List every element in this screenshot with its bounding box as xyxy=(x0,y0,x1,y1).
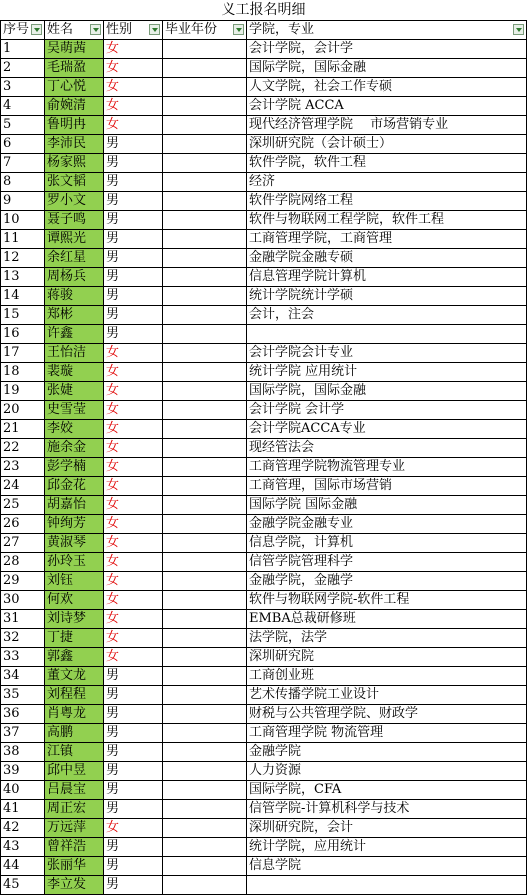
cell-major[interactable]: 软件与物联网学院-软件工程 xyxy=(247,591,527,610)
cell-gender[interactable]: 女 xyxy=(104,610,163,629)
cell-major[interactable]: 工商创业班 xyxy=(247,667,527,686)
cell-name[interactable]: 施余金 xyxy=(45,439,104,458)
cell-gender[interactable]: 女 xyxy=(104,496,163,515)
table-row xyxy=(1,420,527,439)
cell-name[interactable]: 胡嘉怡 xyxy=(45,496,104,515)
cell-grad-year[interactable] xyxy=(163,477,247,496)
cell-major[interactable]: 现经管法会 xyxy=(247,439,527,458)
table-body xyxy=(1,40,527,895)
cell-major[interactable]: 金融学院金融专业 xyxy=(247,515,527,534)
cell-gender[interactable]: 男 xyxy=(104,857,163,876)
cell-name[interactable]: 丁捷 xyxy=(45,629,104,648)
cell-name[interactable]: 张文韬 xyxy=(45,173,104,192)
cell-grad-year[interactable] xyxy=(163,800,247,819)
cell-major[interactable]: 信息管理学院计算机 xyxy=(247,268,527,287)
cell-major[interactable]: 人文学院，社会工作专硕 xyxy=(247,78,527,97)
filter-dropdown-icon[interactable] xyxy=(233,24,244,35)
cell-name[interactable]: 高鹏 xyxy=(45,724,104,743)
cell-name[interactable]: 谭熙光 xyxy=(45,230,104,249)
cell-index[interactable]: 7 xyxy=(1,154,45,173)
cell-grad-year[interactable] xyxy=(163,59,247,78)
cell-index[interactable]: 12 xyxy=(1,249,45,268)
cell-major[interactable]: 金融学院金融专硕 xyxy=(247,249,527,268)
header-row xyxy=(1,21,527,40)
cell-index[interactable]: 36 xyxy=(1,705,45,724)
cell-gender[interactable]: 男 xyxy=(104,325,163,344)
cell-name[interactable]: 周正宏 xyxy=(45,800,104,819)
cell-grad-year[interactable] xyxy=(163,420,247,439)
table-row xyxy=(1,116,527,135)
filter-dropdown-icon[interactable] xyxy=(31,24,42,35)
cell-major[interactable]: 现代经济管理学院 市场营销专业 xyxy=(247,116,527,135)
cell-index[interactable]: 9 xyxy=(1,192,45,211)
cell-gender[interactable]: 男 xyxy=(104,838,163,857)
cell-grad-year[interactable] xyxy=(163,173,247,192)
cell-gender[interactable]: 男 xyxy=(104,781,163,800)
cell-major[interactable]: 统计学院 应用统计 xyxy=(247,363,527,382)
table-row xyxy=(1,591,527,610)
cell-gender[interactable]: 女 xyxy=(104,819,163,838)
cell-gender[interactable]: 女 xyxy=(104,534,163,553)
cell-name[interactable]: 周杨兵 xyxy=(45,268,104,287)
cell-name[interactable]: 吴萌茜 xyxy=(45,40,104,59)
cell-major[interactable] xyxy=(247,325,527,344)
cell-name[interactable]: 刘程程 xyxy=(45,686,104,705)
cell-name[interactable]: 孙玲玉 xyxy=(45,553,104,572)
cell-name[interactable]: 刘诗梦 xyxy=(45,610,104,629)
cell-name[interactable]: 郭鑫 xyxy=(45,648,104,667)
cell-gender[interactable]: 女 xyxy=(104,97,163,116)
cell-grad-year[interactable] xyxy=(163,534,247,553)
table-row xyxy=(1,857,527,876)
header-gender[interactable] xyxy=(104,21,163,40)
cell-name[interactable]: 万远萍 xyxy=(45,819,104,838)
cell-name[interactable]: 蒋骏 xyxy=(45,287,104,306)
cell-grad-year[interactable] xyxy=(163,192,247,211)
cell-major[interactable]: 财税与公共管理学院、财政学 xyxy=(247,705,527,724)
cell-name[interactable]: 黄淑琴 xyxy=(45,534,104,553)
cell-index[interactable]: 2 xyxy=(1,59,45,78)
cell-grad-year[interactable] xyxy=(163,705,247,724)
cell-major[interactable]: 工商管理学院，工商管理 xyxy=(247,230,527,249)
cell-name[interactable]: 彭学楠 xyxy=(45,458,104,477)
cell-name[interactable]: 丁心悦 xyxy=(45,78,104,97)
cell-grad-year[interactable] xyxy=(163,287,247,306)
cell-name[interactable]: 裴璇 xyxy=(45,363,104,382)
table-row xyxy=(1,78,527,97)
cell-major[interactable]: 深圳研究院，会计 xyxy=(247,819,527,838)
cell-major[interactable]: 信息学院 xyxy=(247,857,527,876)
cell-index[interactable]: 5 xyxy=(1,116,45,135)
cell-grad-year[interactable] xyxy=(163,648,247,667)
cell-major[interactable]: 统计学院统计学硕 xyxy=(247,287,527,306)
cell-name[interactable]: 董文龙 xyxy=(45,667,104,686)
cell-major[interactable]: 会计学院ACCA专业 xyxy=(247,420,527,439)
cell-grad-year[interactable] xyxy=(163,78,247,97)
cell-major[interactable]: 会计学院 ACCA xyxy=(247,97,527,116)
header-index-label: 序号 xyxy=(3,22,30,37)
cell-major[interactable]: 深圳研究院 xyxy=(247,648,527,667)
cell-index[interactable]: 44 xyxy=(1,857,45,876)
cell-gender[interactable]: 女 xyxy=(104,382,163,401)
cell-grad-year[interactable] xyxy=(163,743,247,762)
table-row xyxy=(1,154,527,173)
cell-index[interactable]: 32 xyxy=(1,629,45,648)
cell-name[interactable]: 罗小文 xyxy=(45,192,104,211)
cell-grad-year[interactable] xyxy=(163,724,247,743)
cell-major[interactable]: 会计，注会 xyxy=(247,306,527,325)
cell-major[interactable]: 法学院，法学 xyxy=(247,629,527,648)
cell-grad-year[interactable] xyxy=(163,116,247,135)
cell-index[interactable]: 20 xyxy=(1,401,45,420)
cell-grad-year[interactable] xyxy=(163,344,247,363)
cell-grad-year[interactable] xyxy=(163,211,247,230)
table-row xyxy=(1,534,527,553)
table-row xyxy=(1,496,527,515)
cell-index[interactable]: 21 xyxy=(1,420,45,439)
cell-grad-year[interactable] xyxy=(163,154,247,173)
table-row xyxy=(1,173,527,192)
table-row xyxy=(1,819,527,838)
cell-gender[interactable]: 女 xyxy=(104,591,163,610)
cell-major[interactable]: 金融学院，金融学 xyxy=(247,572,527,591)
cell-gender[interactable]: 女 xyxy=(104,439,163,458)
cell-gender[interactable]: 女 xyxy=(104,116,163,135)
cell-name[interactable]: 李立发 xyxy=(45,876,104,895)
cell-name[interactable]: 张丽华 xyxy=(45,857,104,876)
cell-index[interactable]: 19 xyxy=(1,382,45,401)
cell-grad-year[interactable] xyxy=(163,439,247,458)
cell-index[interactable]: 37 xyxy=(1,724,45,743)
cell-grad-year[interactable] xyxy=(163,857,247,876)
filter-dropdown-icon[interactable] xyxy=(513,24,524,35)
header-major[interactable] xyxy=(247,21,527,40)
cell-major[interactable]: 软件学院，软件工程 xyxy=(247,154,527,173)
table-row xyxy=(1,401,527,420)
cell-index[interactable]: 16 xyxy=(1,325,45,344)
cell-major[interactable]: 工商管理学院 物流管理 xyxy=(247,724,527,743)
cell-index[interactable]: 33 xyxy=(1,648,45,667)
cell-grad-year[interactable] xyxy=(163,401,247,420)
cell-major[interactable]: 金融学院 xyxy=(247,743,527,762)
cell-index[interactable]: 3 xyxy=(1,78,45,97)
cell-index[interactable]: 1 xyxy=(1,40,45,59)
cell-major[interactable]: 国际学院，国际金融 xyxy=(247,382,527,401)
cell-gender[interactable]: 女 xyxy=(104,553,163,572)
table-row xyxy=(1,287,527,306)
cell-gender[interactable]: 男 xyxy=(104,876,163,895)
table-row xyxy=(1,705,527,724)
cell-gender[interactable]: 男 xyxy=(104,743,163,762)
cell-gender[interactable]: 男 xyxy=(104,667,163,686)
header-name-label: 姓名 xyxy=(47,22,74,37)
table-row xyxy=(1,382,527,401)
cell-gender[interactable]: 女 xyxy=(104,40,163,59)
cell-grad-year[interactable] xyxy=(163,838,247,857)
cell-gender[interactable]: 女 xyxy=(104,401,163,420)
cell-name[interactable]: 吕晨宝 xyxy=(45,781,104,800)
cell-name[interactable]: 刘钰 xyxy=(45,572,104,591)
cell-name[interactable]: 杨家熙 xyxy=(45,154,104,173)
volunteer-table xyxy=(0,20,527,895)
cell-index[interactable]: 23 xyxy=(1,458,45,477)
cell-gender[interactable]: 男 xyxy=(104,762,163,781)
cell-grad-year[interactable] xyxy=(163,876,247,895)
cell-grad-year[interactable] xyxy=(163,762,247,781)
cell-grad-year[interactable] xyxy=(163,781,247,800)
cell-name[interactable]: 何欢 xyxy=(45,591,104,610)
cell-index[interactable]: 28 xyxy=(1,553,45,572)
table-row xyxy=(1,781,527,800)
cell-major[interactable]: 会计学院会计专业 xyxy=(247,344,527,363)
cell-grad-year[interactable] xyxy=(163,572,247,591)
cell-name[interactable]: 王怡洁 xyxy=(45,344,104,363)
cell-grad-year[interactable] xyxy=(163,268,247,287)
cell-index[interactable]: 30 xyxy=(1,591,45,610)
cell-gender[interactable]: 男 xyxy=(104,249,163,268)
cell-gender[interactable]: 男 xyxy=(104,230,163,249)
cell-name[interactable]: 张婕 xyxy=(45,382,104,401)
cell-grad-year[interactable] xyxy=(163,515,247,534)
cell-index[interactable]: 24 xyxy=(1,477,45,496)
cell-name[interactable]: 余红星 xyxy=(45,249,104,268)
table-row xyxy=(1,230,527,249)
cell-grad-year[interactable] xyxy=(163,382,247,401)
table-row xyxy=(1,249,527,268)
cell-index[interactable]: 40 xyxy=(1,781,45,800)
cell-major[interactable]: 软件与物联网工程学院，软件工程 xyxy=(247,211,527,230)
table-row xyxy=(1,515,527,534)
cell-major[interactable]: 信管学院管理科学 xyxy=(247,553,527,572)
cell-gender[interactable]: 女 xyxy=(104,515,163,534)
cell-index[interactable]: 25 xyxy=(1,496,45,515)
cell-major[interactable]: EMBA总裁研修班 xyxy=(247,610,527,629)
cell-index[interactable]: 42 xyxy=(1,819,45,838)
cell-gender[interactable]: 男 xyxy=(104,800,163,819)
cell-name[interactable]: 郑彬 xyxy=(45,306,104,325)
table-row xyxy=(1,572,527,591)
cell-index[interactable]: 8 xyxy=(1,173,45,192)
cell-major[interactable]: 信管学院-计算机科学与技术 xyxy=(247,800,527,819)
cell-index[interactable]: 11 xyxy=(1,230,45,249)
cell-index[interactable]: 43 xyxy=(1,838,45,857)
cell-gender[interactable]: 女 xyxy=(104,477,163,496)
cell-index[interactable]: 15 xyxy=(1,306,45,325)
cell-gender[interactable]: 女 xyxy=(104,648,163,667)
table-row xyxy=(1,876,527,895)
table-row xyxy=(1,458,527,477)
cell-grad-year[interactable] xyxy=(163,230,247,249)
table-row xyxy=(1,135,527,154)
header-index[interactable] xyxy=(1,21,45,40)
table-row xyxy=(1,838,527,857)
cell-name[interactable]: 肖粤龙 xyxy=(45,705,104,724)
table-row xyxy=(1,192,527,211)
table-row xyxy=(1,610,527,629)
cell-grad-year[interactable] xyxy=(163,629,247,648)
cell-grad-year[interactable] xyxy=(163,40,247,59)
cell-grad-year[interactable] xyxy=(163,135,247,154)
cell-grad-year[interactable] xyxy=(163,306,247,325)
cell-index[interactable]: 31 xyxy=(1,610,45,629)
cell-gender[interactable]: 男 xyxy=(104,306,163,325)
table-row xyxy=(1,40,527,59)
cell-name[interactable]: 毛瑞盈 xyxy=(45,59,104,78)
cell-gender[interactable]: 女 xyxy=(104,59,163,78)
cell-index[interactable]: 6 xyxy=(1,135,45,154)
cell-name[interactable]: 史雪莹 xyxy=(45,401,104,420)
filter-dropdown-icon[interactable] xyxy=(90,24,101,35)
cell-major[interactable]: 国际学院 国际金融 xyxy=(247,496,527,515)
filter-dropdown-icon[interactable] xyxy=(149,24,160,35)
cell-major[interactable]: 会计学院，会计学 xyxy=(247,40,527,59)
cell-gender[interactable]: 女 xyxy=(104,572,163,591)
cell-index[interactable]: 34 xyxy=(1,667,45,686)
cell-gender[interactable]: 女 xyxy=(104,363,163,382)
cell-gender[interactable]: 女 xyxy=(104,629,163,648)
cell-grad-year[interactable] xyxy=(163,249,247,268)
cell-grad-year[interactable] xyxy=(163,686,247,705)
cell-name[interactable]: 江镇 xyxy=(45,743,104,762)
cell-name[interactable]: 许鑫 xyxy=(45,325,104,344)
cell-major[interactable]: 人力资源 xyxy=(247,762,527,781)
cell-index[interactable]: 18 xyxy=(1,363,45,382)
cell-index[interactable]: 45 xyxy=(1,876,45,895)
cell-name[interactable]: 曾祥浩 xyxy=(45,838,104,857)
cell-major[interactable]: 软件学院网络工程 xyxy=(247,192,527,211)
table-row xyxy=(1,762,527,781)
header-major-label: 学院，专业 xyxy=(249,22,315,37)
header-grad-year[interactable] xyxy=(163,21,247,40)
table-row xyxy=(1,439,527,458)
cell-index[interactable]: 14 xyxy=(1,287,45,306)
cell-index[interactable]: 38 xyxy=(1,743,45,762)
cell-index[interactable]: 35 xyxy=(1,686,45,705)
cell-grad-year[interactable] xyxy=(163,610,247,629)
cell-index[interactable]: 29 xyxy=(1,572,45,591)
cell-major[interactable]: 会计学院 会计学 xyxy=(247,401,527,420)
cell-major[interactable]: 信息学院，计算机 xyxy=(247,534,527,553)
cell-name[interactable]: 钟绚芳 xyxy=(45,515,104,534)
cell-major[interactable]: 工商管理学院物流管理专业 xyxy=(247,458,527,477)
cell-gender[interactable]: 男 xyxy=(104,173,163,192)
table-row xyxy=(1,648,527,667)
cell-name[interactable]: 李姣 xyxy=(45,420,104,439)
table-row xyxy=(1,553,527,572)
cell-major[interactable]: 统计学院，应用统计 xyxy=(247,838,527,857)
cell-name[interactable]: 鲁明冉 xyxy=(45,116,104,135)
cell-major[interactable]: 经济 xyxy=(247,173,527,192)
table-row xyxy=(1,686,527,705)
header-gender-label: 性别 xyxy=(106,22,133,37)
cell-grad-year[interactable] xyxy=(163,97,247,116)
cell-name[interactable]: 邱金花 xyxy=(45,477,104,496)
table-row xyxy=(1,268,527,287)
table-row xyxy=(1,306,527,325)
cell-gender[interactable]: 男 xyxy=(104,154,163,173)
cell-grad-year[interactable] xyxy=(163,667,247,686)
cell-index[interactable]: 13 xyxy=(1,268,45,287)
cell-gender[interactable]: 女 xyxy=(104,420,163,439)
table-row xyxy=(1,667,527,686)
cell-gender[interactable]: 男 xyxy=(104,211,163,230)
table-row xyxy=(1,477,527,496)
table-row xyxy=(1,344,527,363)
cell-grad-year[interactable] xyxy=(163,496,247,515)
cell-index[interactable]: 17 xyxy=(1,344,45,363)
cell-gender[interactable]: 男 xyxy=(104,724,163,743)
table-row xyxy=(1,724,527,743)
table-row xyxy=(1,800,527,819)
cell-gender[interactable]: 女 xyxy=(104,78,163,97)
table-row xyxy=(1,97,527,116)
cell-grad-year[interactable] xyxy=(163,458,247,477)
table-row xyxy=(1,629,527,648)
table-row xyxy=(1,363,527,382)
cell-index[interactable]: 27 xyxy=(1,534,45,553)
table-row xyxy=(1,325,527,344)
cell-grad-year[interactable] xyxy=(163,591,247,610)
cell-index[interactable]: 41 xyxy=(1,800,45,819)
cell-index[interactable]: 26 xyxy=(1,515,45,534)
cell-major[interactable]: 国际学院，CFA xyxy=(247,781,527,800)
cell-index[interactable]: 4 xyxy=(1,97,45,116)
cell-major[interactable]: 国际学院，国际金融 xyxy=(247,59,527,78)
table-row xyxy=(1,211,527,230)
cell-name[interactable]: 邱中昱 xyxy=(45,762,104,781)
cell-gender[interactable]: 男 xyxy=(104,135,163,154)
cell-grad-year[interactable] xyxy=(163,819,247,838)
cell-index[interactable]: 22 xyxy=(1,439,45,458)
table-row xyxy=(1,743,527,762)
cell-gender[interactable]: 女 xyxy=(104,344,163,363)
header-grad-year-label: 毕业年份 xyxy=(165,22,218,37)
cell-major[interactable]: 深圳研究院（会计硕士） xyxy=(247,135,527,154)
cell-index[interactable]: 10 xyxy=(1,211,45,230)
cell-index[interactable]: 39 xyxy=(1,762,45,781)
cell-gender[interactable]: 男 xyxy=(104,686,163,705)
cell-gender[interactable]: 女 xyxy=(104,458,163,477)
cell-name[interactable]: 聂子鸣 xyxy=(45,211,104,230)
cell-major[interactable]: 工商管理，国际市场营销 xyxy=(247,477,527,496)
cell-grad-year[interactable] xyxy=(163,553,247,572)
table-row xyxy=(1,59,527,78)
cell-name[interactable]: 李沛民 xyxy=(45,135,104,154)
cell-name[interactable]: 俞婉清 xyxy=(45,97,104,116)
header-name[interactable] xyxy=(45,21,104,40)
cell-grad-year[interactable] xyxy=(163,325,247,344)
cell-gender[interactable]: 男 xyxy=(104,287,163,306)
cell-grad-year[interactable] xyxy=(163,363,247,382)
cell-gender[interactable]: 男 xyxy=(104,268,163,287)
cell-gender[interactable]: 男 xyxy=(104,705,163,724)
cell-major[interactable]: 艺术传播学院工业设计 xyxy=(247,686,527,705)
cell-gender[interactable]: 男 xyxy=(104,192,163,211)
cell-major[interactable] xyxy=(247,876,527,895)
sheet-title: 义工报名明细 xyxy=(221,2,306,18)
